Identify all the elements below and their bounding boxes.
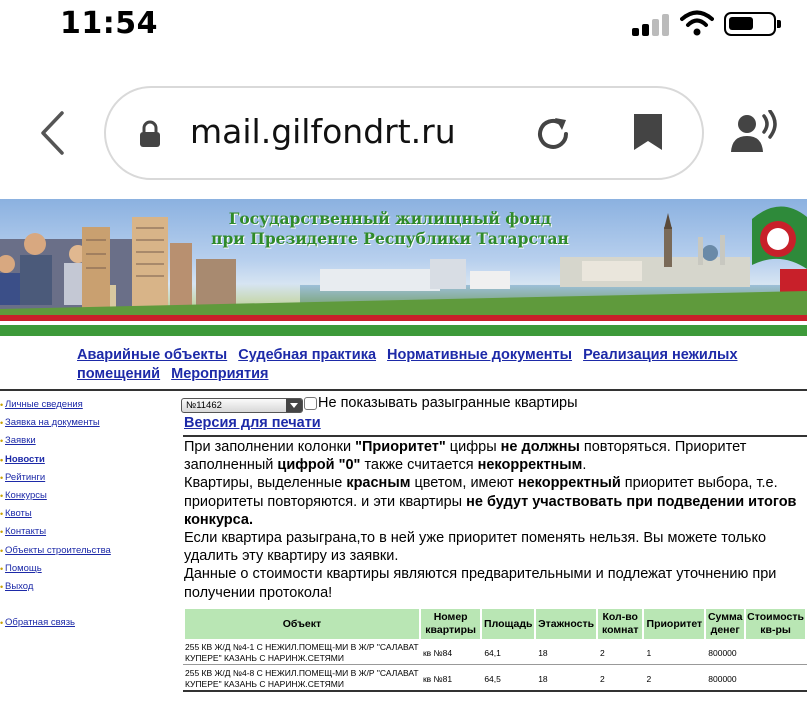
voice-assistant-icon[interactable] [730,110,780,156]
instruction-played: Если квартира разыграна,то в ней уже приоритет поменять нельзя. Вы можете только удалить эту квартиру из заявки. [184,530,767,565]
table-cell: 255 КВ Ж/Д №4-8 С НЕЖИЛ.ПОМЕЩ-МИ В Ж/Р "САЛАВАТ КУПЕРЕ" КАЗАНЬ С НАРИНЖ.СЕТЯМИ [185,668,419,689]
table-row [185,667,805,691]
status-bar [0,0,807,50]
url-text[interactable]: mail.gilfondrt.ru [190,112,456,151]
divider [183,690,807,692]
column-header: Объект [185,609,419,639]
sidebar-item-quotas[interactable]: • Квоты [0,507,170,525]
sidebar-item-personal-info[interactable]: • Личные сведения [0,398,170,416]
table-cell: кв №84 [422,647,453,658]
sidebar [0,398,170,634]
table-cell: 64,1 [484,647,501,658]
chevron-down-icon [286,399,302,412]
table-cell [746,667,805,691]
instruction-cost: Данные о стоимости квартиры являются предварительными и подлежат уточнению при получении протокола! [184,566,777,601]
table-cell: 800000 [708,647,737,658]
site-banner [0,199,807,336]
instruction-red: Квартиры, выделенные красным цветом, имеют некорректный приоритет выбора, т.е. приоритеты повторяются. и эти квартиры не будут участвовать при подведении итогов конкурса. [184,475,797,528]
divider [183,435,807,437]
apartments-table [183,607,807,693]
battery-icon [724,12,776,36]
print-version-link[interactable]: Версия для печати [184,415,321,431]
divider [0,389,807,391]
table-cell: 64,5 [484,673,501,684]
clock: 11:54 [60,6,158,41]
sidebar-item-logout[interactable]: • Выход [0,580,170,598]
column-header: Сумма денег [706,609,744,639]
instructions [184,438,807,602]
sidebar-item-construction-objects[interactable]: • Объекты строительства [0,544,170,562]
lock-icon [138,120,162,148]
column-header: Приоритет [644,609,704,639]
nav-link-regulatory-documents[interactable]: Нормативные документы [387,347,573,363]
sidebar-item-contacts[interactable]: • Контакты [0,525,170,543]
table-cell: кв №81 [422,673,453,684]
table-cell: 18 [538,647,548,658]
table-row [185,641,805,665]
sidebar-item-feedback[interactable]: • Обратная связь [0,616,170,634]
top-navigation [77,346,797,384]
table-cell: 800000 [708,673,737,684]
application-select[interactable]: №11462 [181,398,303,413]
sidebar-item-applications[interactable]: • Заявки [0,434,170,452]
sidebar-item-help[interactable]: • Помощь [0,562,170,580]
hide-played-label: Не показывать разыгранные квартиры [318,395,578,411]
table-cell: 2 [600,647,605,658]
table-cell: 2 [600,673,605,684]
back-icon[interactable] [38,110,68,156]
bookmark-icon[interactable] [632,112,664,152]
nav-link-emergency-objects[interactable]: Аварийные объекты [77,347,228,363]
sidebar-item-news[interactable]: • Новости [0,453,170,471]
table-cell [746,641,805,665]
cellular-signal-icon [632,14,672,36]
instruction-priority: При заполнении колонки "Приоритет" цифры не должны повторяться. Приоритет заполненный цифрой "0" также считается некорректным. [184,439,747,474]
reload-icon[interactable] [533,114,573,154]
table-cell: 1 [646,647,652,658]
sidebar-item-contests[interactable]: • Конкурсы [0,489,170,507]
wifi-icon [680,10,714,36]
column-header: Площадь [482,609,534,639]
table-cell: 255 КВ Ж/Д №4-1 С НЕЖИЛ.ПОМЕЩ-МИ В Ж/Р "САЛАВАТ КУПЕРЕ" КАЗАНЬ С НАРИНЖ.СЕТЯМИ [185,642,419,663]
nav-link-nonresidential-sale[interactable]: Реализация нежилых помещений [77,347,738,382]
column-header: Номер квартиры [421,609,480,639]
row-divider [183,664,807,665]
hide-played-checkbox[interactable] [304,397,317,410]
sidebar-item-document-request[interactable]: • Заявка на документы [0,416,170,434]
table-cell: 18 [538,673,548,684]
table-cell: 2 [646,673,652,684]
column-header: Кол-во комнат [598,609,642,639]
nav-link-court-practice[interactable]: Судебная практика [238,347,377,363]
banner-title: Государственный жилищный фонд при Президенте Республики Татарстан [211,209,569,248]
column-header: Этажность [536,609,596,639]
column-header: Стоимость кв-ры [746,609,805,639]
sidebar-item-ratings[interactable]: • Рейтинги [0,471,170,489]
nav-link-events[interactable]: Мероприятия [171,366,269,382]
